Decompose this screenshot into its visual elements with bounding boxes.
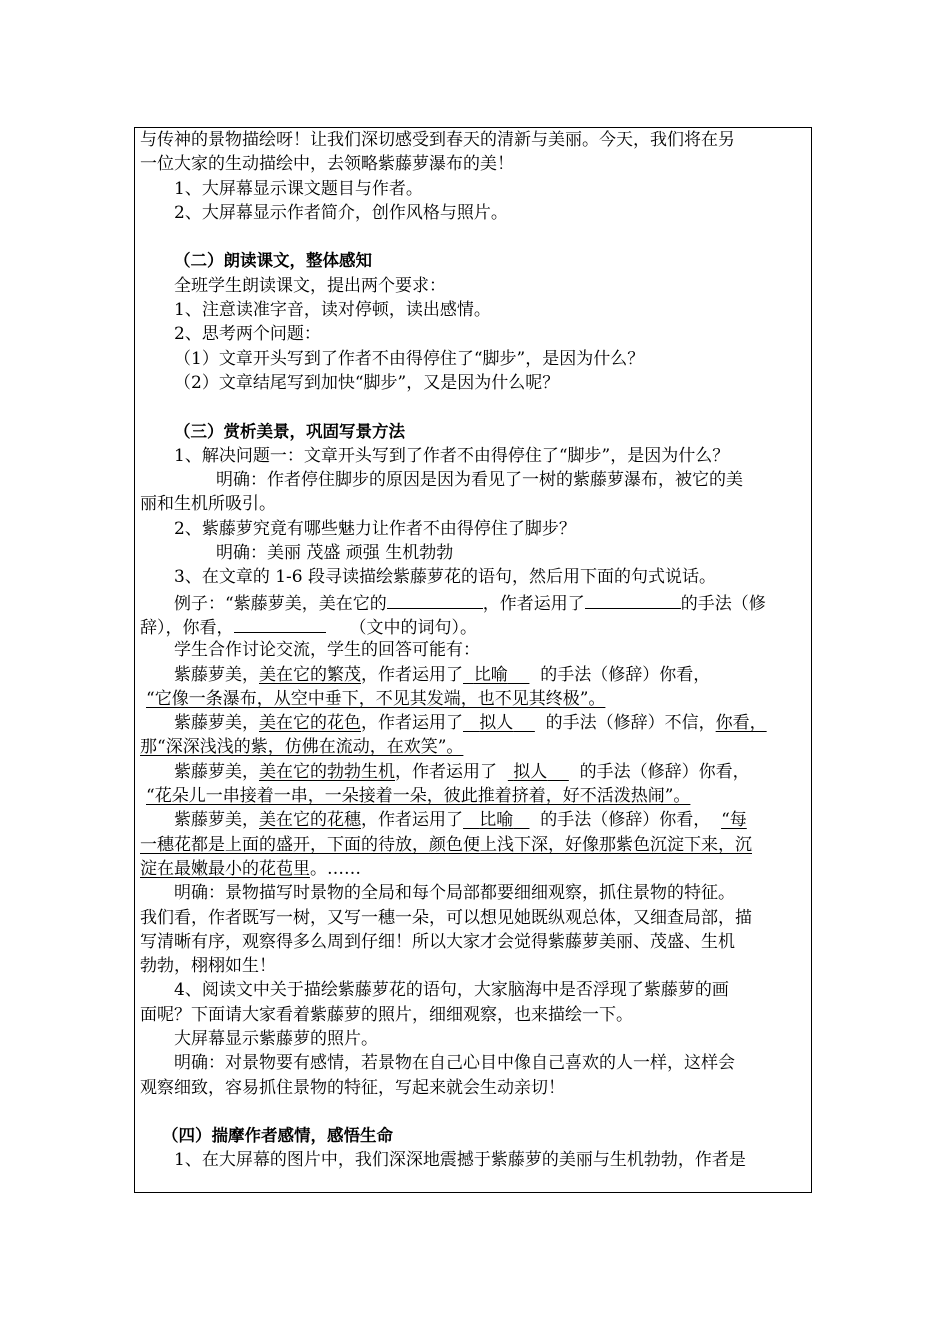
section-heading-3: （三）赏析美景，巩固写景方法: [174, 421, 405, 441]
paragraph-line: 一位大家的生动描绘中，去领略紫藤萝瀑布的美！: [140, 154, 514, 175]
paragraph-line: 明确：作者停住脚步的原因是因为看见了一树的紫藤萝瀑布，被它的美: [216, 470, 743, 491]
fill-blank: [234, 614, 326, 633]
answer-line: 一穗花都是上面的盛开，下面的待放，颜色便上浅下深，好像那紫色沉淀下来，沉: [140, 834, 752, 855]
section-heading-2: （二）朗读课文，整体感知: [174, 251, 372, 271]
paragraph-line: 大屏幕显示紫藤萝的照片。: [174, 1028, 378, 1049]
fill-blank: [585, 590, 681, 609]
paragraph-line: 3、在文章的 1-6 段寻读描绘紫藤萝花的语句，然后用下面的句式说话。: [174, 567, 716, 588]
paragraph-line: 2、紫藤萝究竟有哪些魅力让作者不由得停住了脚步？: [174, 518, 576, 539]
paragraph-line: 我们看，作者既写一树，又写一穗一朵，可以想见她既纵观总体，又细查局部，描: [140, 907, 752, 928]
paragraph-line: 面呢？下面请大家看着紫藤萝的照片，细细观察，也来描绘一下。: [140, 1004, 633, 1025]
lesson-plan-body: [140, 128, 810, 1173]
example-line: 例子：“紫藤萝美，美在它的 ，作者运用了 的手法（修: [140, 590, 810, 614]
answer-line: 紫藤萝美，美在它的花色，作者运用了 拟人 的手法（修辞）不信，你看，: [174, 713, 767, 734]
paragraph-line: 观察细致，容易抓住景物的特征，写起来就会生动亲切！: [140, 1077, 565, 1098]
paragraph-line: 1、注意读准字音，读对停顿，读出感情。: [174, 300, 491, 321]
answer-line: 紫藤萝美，美在它的花穗，作者运用了 比喻 的手法（修辞）你看， “每: [174, 810, 747, 831]
fill-blank: [387, 590, 483, 609]
answer-line: 淀在最嫩最小的花苞里。……: [140, 858, 361, 879]
paragraph-line: 4、阅读文中关于描绘紫藤萝花的语句，大家脑海中是否浮现了紫藤萝的画: [174, 980, 729, 1001]
answer-line: “它像一条瀑布，从空中垂下，不见其发端，也不见其终极”。: [146, 688, 606, 709]
paragraph-line: 明确：景物描写时景物的全局和每个局部都要细细观察，抓住景物的特征。: [174, 883, 735, 904]
paragraph-line: 写清晰有序，观察得多么周到仔细！所以大家才会觉得紫藤萝美丽、茂盛、生机: [140, 931, 735, 952]
answer-line: 紫藤萝美，美在它的勃勃生机，作者运用了 拟人 的手法（修辞）你看，: [174, 761, 750, 782]
paragraph-line: 2、思考两个问题：: [174, 324, 321, 345]
step-line: 2、大屏幕显示作者简介，创作风格与照片。: [174, 202, 508, 223]
step-line: 1、大屏幕显示课文题目与作者。: [174, 178, 423, 199]
paragraph-line: 丽和生机所吸引。: [140, 494, 276, 515]
paragraph-line: 全班学生朗读课文，提出两个要求：: [174, 275, 446, 296]
section-heading-4: （四）揣摩作者感情，感悟生命: [162, 1126, 393, 1146]
paragraph-line: 学生合作讨论交流，学生的回答可能有：: [174, 640, 480, 661]
answer-line: 那“深深浅浅的紫，仿佛在流动，在欢笑”。: [140, 737, 464, 758]
paragraph-line: 1、在大屏幕的图片中，我们深深地震撼于紫藤萝的美丽与生机勃勃，作者是: [174, 1150, 746, 1171]
paragraph-line: 勃勃，栩栩如生！: [140, 956, 276, 977]
paragraph-line: 明确：美丽 茂盛 顽强 生机勃勃: [216, 543, 454, 564]
paragraph-line: 与传神的景物描绘呀！让我们深切感受到春天的清新与美丽。今天，我们将在另: [140, 130, 735, 150]
paragraph-line: 明确：对景物要有感情，若景物在自己心目中像自己喜欢的人一样，这样会: [174, 1053, 735, 1074]
example-line: 辞），你看， （文中的词句）。: [140, 614, 810, 638]
answer-line: 紫藤萝美，美在它的繁茂，作者运用了 比喻 的手法（修辞）你看，: [174, 664, 711, 685]
answer-line: “花朵儿一串接着一串，一朵接着一朵，彼此推着挤着，好不活泼热闹”。: [146, 786, 691, 807]
question-line: （1）文章开头写到了作者不由得停住了“脚步”，是因为什么？: [174, 348, 645, 369]
paragraph-line: 1、解决问题一：文章开头写到了作者不由得停住了“脚步”，是因为什么？: [174, 445, 730, 466]
question-line: （2）文章结尾写到加快“脚步”，又是因为什么呢？: [174, 372, 560, 393]
